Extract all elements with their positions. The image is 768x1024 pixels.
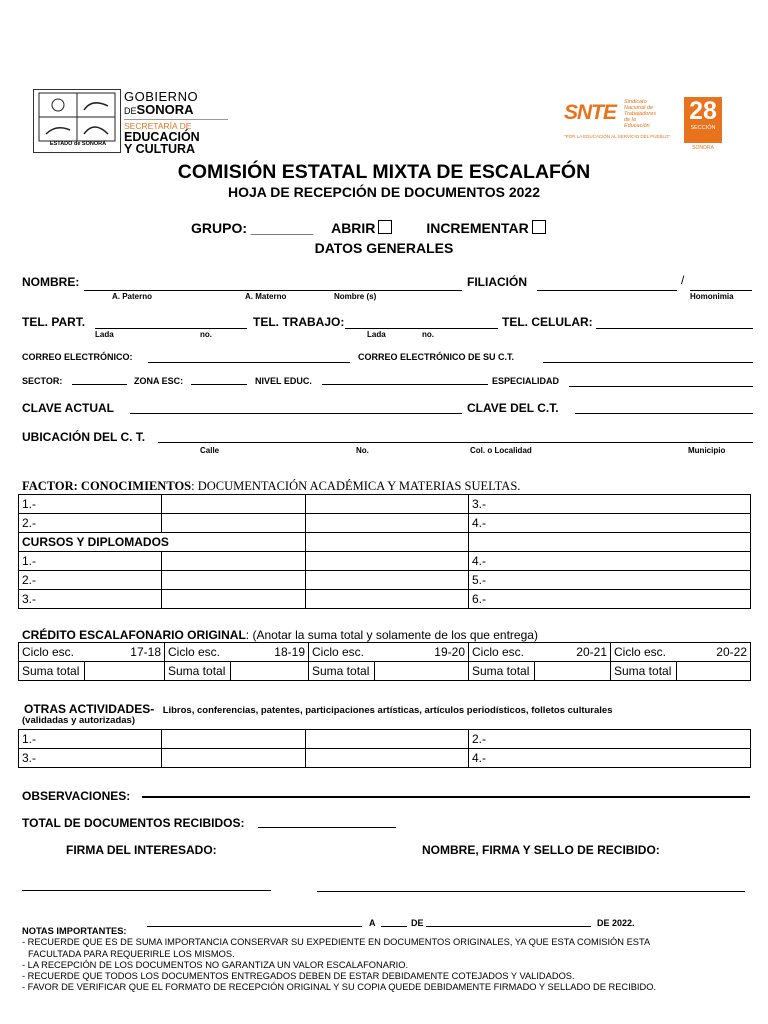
otras-cell-2[interactable]: 2.-: [469, 730, 751, 749]
especialidad-label: ESPECIALIDAD: [492, 376, 560, 386]
ciclo-label: Ciclo esc.: [614, 645, 667, 659]
suma-value-1[interactable]: [85, 662, 165, 681]
colonia-hint: Col. o Localidad: [470, 446, 532, 455]
observaciones-field[interactable]: [142, 796, 750, 798]
municipio-hint: Municipio: [688, 446, 726, 455]
incrementar-label: INCREMENTAR: [426, 220, 529, 236]
correo-field[interactable]: [148, 362, 350, 363]
factor-heading-rest: : DOCUMENTACIÓN ACADÉMICA Y MATERIAS SUELTAS.: [191, 479, 521, 493]
ubicacion-field[interactable]: [158, 442, 753, 443]
ciclo-year-3: 19-20: [434, 645, 465, 659]
credito-table: [18, 642, 751, 681]
otras-note: (validadas y autorizadas): [22, 715, 135, 726]
a-materno-hint: A. Materno: [245, 292, 287, 301]
ciclo-label: Ciclo esc.: [22, 645, 75, 659]
suma-label: Suma total: [309, 662, 375, 681]
otras-heading-bold: OTRAS ACTIVIDADES-: [24, 702, 155, 716]
incrementar-checkbox[interactable]: [532, 220, 546, 234]
nombre-label: NOMBRE:: [22, 275, 80, 289]
section-datos-generales: DATOS GENERALES: [314, 240, 454, 256]
cursos-heading: CURSOS Y DIPLOMADOS: [19, 533, 306, 552]
notas-title: NOTAS IMPORTANTES:: [22, 926, 127, 936]
filiacion-field[interactable]: [537, 290, 677, 291]
fecha-anio: DE 2022.: [597, 918, 635, 928]
snte-section: SECCIÓN: [690, 125, 716, 131]
page-subtitle: HOJA DE RECEPCIÓN DE DOCUMENTOS 2022: [228, 184, 540, 200]
ciclo-year-5: 20-22: [716, 645, 747, 659]
tel-trabajo-lada-hint: Lada: [367, 330, 386, 339]
correo-ct-label: CORREO ELECTRÓNICO DE SU C.T.: [358, 352, 515, 362]
suma-label: Suma total: [469, 662, 535, 681]
snte-wordmark: SNTE: [564, 101, 617, 124]
tel-celular-field[interactable]: [596, 328, 753, 329]
firma-interesado-label: FIRMA DEL INTERESADO:: [66, 843, 217, 857]
otras-heading-rest: Libros, conferencias, patentes, participaciones artísticas, artículos periodísticos, folletos culturales: [162, 705, 613, 716]
snte-state: SONORA: [692, 145, 714, 151]
clave-actual-label: CLAVE ACTUAL: [22, 401, 114, 415]
nota-1-cont: FACULTADA PARA REQUERIRLE LOS MISMOS.: [28, 948, 235, 959]
firma-recibido-label: NOMBRE, FIRMA Y SELLO DE RECIBIDO:: [422, 843, 660, 857]
suma-value-5[interactable]: [677, 662, 751, 681]
otras-cell-4[interactable]: 4.-: [469, 749, 751, 768]
table-row: [19, 571, 751, 590]
otras-table: [18, 729, 751, 768]
group-row: [191, 220, 546, 236]
nivel-field[interactable]: [322, 384, 488, 385]
snte-slogan: "POR LA EDUCACIÓN AL SERVICIO DEL PUEBLO": [564, 134, 671, 139]
suma-value-3[interactable]: [375, 662, 469, 681]
observaciones-label: OBSERVACIONES:: [22, 789, 131, 803]
tel-part-label: TEL. PART.: [22, 315, 86, 329]
table-row: [19, 514, 751, 533]
ciclo-label: Ciclo esc.: [168, 645, 221, 659]
table-row: [19, 730, 751, 749]
seal-caption: ESTADO de SONORA: [49, 141, 107, 147]
page-title: COMISIÓN ESTATAL MIXTA DE ESCALAFÓN: [177, 161, 591, 183]
snte-desc2: Nacional de: [624, 105, 654, 111]
credito-heading-rest: : (Anotar la suma total y solamente de los que entrega): [245, 628, 538, 642]
gov-line2: SONORA: [136, 102, 194, 117]
table-row: [19, 643, 751, 662]
factor-cell-2[interactable]: 2.-: [19, 514, 162, 533]
snte-desc3: Trabajadores de la: [624, 111, 656, 123]
homonimia-hint: Homonimia: [690, 292, 734, 301]
suma-label: Suma total: [165, 662, 231, 681]
otras-cell-3[interactable]: 3.-: [19, 749, 162, 768]
factor-table: [18, 494, 751, 609]
firma-recibido-line[interactable]: [317, 891, 745, 892]
gov-line1: GOBIERNO: [124, 89, 199, 104]
factor-heading: [22, 479, 520, 494]
a-paterno-hint: A. Paterno: [112, 292, 153, 301]
table-row: [19, 495, 751, 514]
zona-field[interactable]: [191, 384, 247, 385]
nota-1: - RECUERDE QUE ES DE SUMA IMPORTANCIA CONSERVAR SU EXPEDIENTE EN DOCUMENTOS ORIGINALES, YA QUE ESTA COMISIÓN ESTA: [22, 937, 651, 948]
factor-cell-4[interactable]: 4.-: [469, 514, 751, 533]
factor-cell-3[interactable]: 3.-: [469, 495, 751, 514]
ciclo-label: Ciclo esc.: [312, 645, 365, 659]
curso-cell-5[interactable]: 5.-: [469, 571, 751, 590]
gov-line4: EDUCACIÓN: [124, 129, 200, 144]
correo-label: CORREO ELECTRÓNICO:: [22, 352, 133, 362]
suma-label: Suma total: [19, 662, 85, 681]
abrir-label: ABRIR: [331, 220, 376, 236]
curso-cell-4[interactable]: 4.-: [469, 552, 751, 571]
total-field[interactable]: [258, 827, 396, 828]
curso-cell-2[interactable]: 2.-: [19, 571, 162, 590]
gov-line3: SECRETARÍA DE: [124, 121, 192, 131]
nombres-hint: Nombre (s): [334, 292, 377, 301]
curso-cell-6[interactable]: 6.-: [469, 590, 751, 609]
credito-heading: [22, 628, 538, 642]
ciclo-year-4: 20-21: [576, 645, 607, 659]
sector-field[interactable]: [72, 384, 127, 385]
otras-cell-1[interactable]: 1.-: [19, 730, 162, 749]
suma-value-4[interactable]: [535, 662, 611, 681]
nombre-field[interactable]: [84, 290, 462, 291]
sector-label: SECTOR:: [22, 376, 63, 386]
calle-hint: Calle: [200, 446, 220, 455]
tel-trabajo-label: TEL. TRABAJO:: [253, 315, 345, 329]
clave-ct-label: CLAVE DEL C.T.: [467, 401, 559, 415]
gov-line2-prefix: DE: [124, 106, 137, 116]
tel-celular-label: TEL. CELULAR:: [502, 315, 593, 329]
nota-2: - LA RECEPCIÓN DE LOS DOCUMENTOS NO GARANTIZA UN VALOR ESCALAFONARIO.: [22, 959, 409, 970]
firma-interesado-line[interactable]: [22, 890, 271, 891]
clave-ct-field[interactable]: [575, 413, 753, 414]
fecha-a: A: [369, 918, 376, 928]
snte-desc1: Sindicato: [624, 99, 647, 105]
factor-heading-bold: FACTOR: CONOCIMIENTOS: [22, 479, 192, 493]
gov-line5: Y CULTURA: [124, 142, 196, 156]
fecha-de: DE: [411, 918, 424, 928]
nota-3: - RECUERDE QUE TODOS LOS DOCUMENTOS ENTREGADOS DEBEN DE ESTAR DEBIDAMENTE COTEJADOS Y VALIDADOS.: [22, 971, 575, 982]
no-hint: No.: [356, 446, 369, 455]
tel-part-no-hint: no.: [200, 330, 212, 339]
snte-desc4: Educación: [624, 123, 650, 129]
state-seal-logo: [33, 89, 121, 153]
suma-label: Suma total: [611, 662, 677, 681]
suma-value-2[interactable]: [231, 662, 309, 681]
curso-cell-1[interactable]: 1.-: [19, 552, 162, 571]
credito-heading-bold: CRÉDITO ESCALAFONARIO ORIGINAL: [22, 628, 246, 642]
curso-cell-3[interactable]: 3.-: [19, 590, 162, 609]
table-row: [19, 662, 751, 681]
especialidad-field[interactable]: [569, 386, 753, 387]
correo-ct-field[interactable]: [543, 362, 753, 363]
total-label: TOTAL DE DOCUMENTOS RECIBIDOS:: [22, 816, 245, 830]
tel-trabajo-field[interactable]: [345, 328, 498, 329]
ubicacion-label: UBICACIÓN DEL C. T.: [22, 430, 146, 444]
factor-cell-1[interactable]: 1.-: [19, 495, 162, 514]
notas-importantes: [22, 926, 752, 994]
ciclo-year-1: 17-18: [130, 645, 161, 659]
nota-4: - FAVOR DE VERIFICAR QUE EL FORMATO DE RECEPCIÓN ORIGINAL Y SU COPIA QUEDE DEBIDAMENTE FIRMADO Y SELLADO DE RECIBIDO.: [22, 982, 657, 993]
nivel-label: NIVEL EDUC.: [255, 376, 312, 386]
abrir-checkbox[interactable]: [378, 220, 392, 234]
tel-part-field[interactable]: [95, 328, 247, 329]
zona-label: ZONA ESC:: [134, 376, 184, 386]
snte-section-badge: [684, 97, 722, 143]
filiacion-slash: /: [681, 273, 685, 287]
table-row: [19, 749, 751, 768]
clave-actual-field[interactable]: [130, 413, 462, 414]
filiacion-label: FILIACIÓN: [467, 275, 527, 289]
ciclo-label: Ciclo esc.: [472, 645, 525, 659]
table-row: [19, 590, 751, 609]
table-row: [19, 533, 751, 552]
tel-trabajo-no-hint: no.: [422, 330, 434, 339]
snte-number: 28: [689, 97, 717, 125]
ciclo-year-2: 18-19: [274, 645, 305, 659]
homonimia-field[interactable]: [690, 290, 752, 291]
tel-part-lada-hint: Lada: [95, 330, 114, 339]
grupo-label: GRUPO: ________: [191, 220, 314, 236]
table-row: [19, 552, 751, 571]
government-logo: [124, 90, 228, 156]
